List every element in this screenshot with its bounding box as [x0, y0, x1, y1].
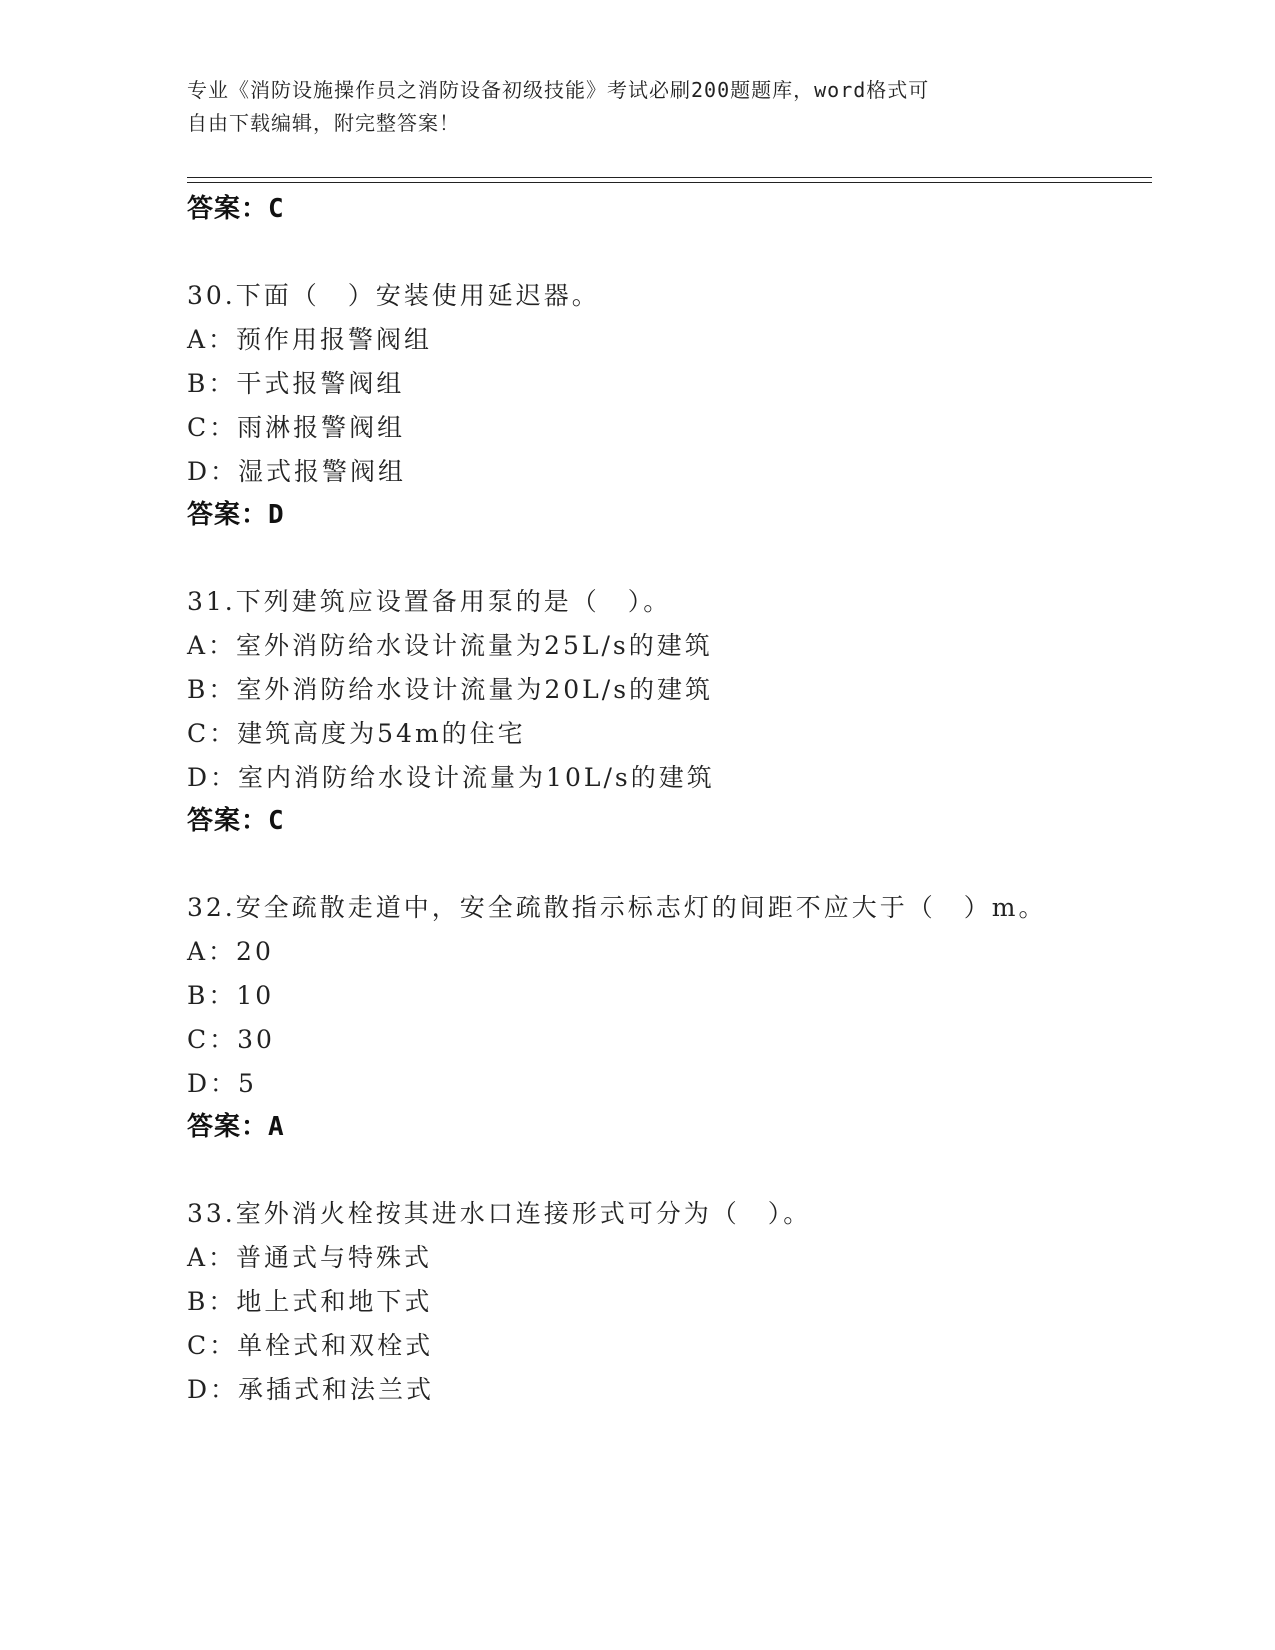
question-option: D：湿式报警阀组	[187, 457, 407, 486]
question-option: A：普通式与特殊式	[187, 1243, 433, 1272]
question-option: C：建筑高度为54m的住宅	[187, 719, 526, 748]
answer-label: 答案：C	[187, 194, 285, 224]
question-stem: 30.下面（ ）安装使用延迟器。	[187, 281, 600, 310]
document-header	[187, 74, 1087, 140]
question-option: A：20	[187, 937, 274, 966]
question-option: C：雨淋报警阀组	[187, 413, 406, 442]
question-option: D：承插式和法兰式	[187, 1375, 435, 1404]
question-option: B：室外消防给水设计流量为20L/s的建筑	[187, 675, 714, 704]
answer-label: 答案：C	[187, 806, 285, 836]
question-option: B：干式报警阀组	[187, 369, 405, 398]
header-line-1: 专业《消防设施操作员之消防设备初级技能》考试必刷200题题库，word格式可	[187, 78, 930, 102]
question-option: D：5	[187, 1069, 257, 1098]
answer-label: 答案：A	[187, 1112, 285, 1142]
header-divider-top	[187, 177, 1152, 178]
question-option: A：室外消防给水设计流量为25L/s的建筑	[187, 631, 713, 660]
question-option: D：室内消防给水设计流量为10L/s的建筑	[187, 763, 715, 792]
question-option: B：地上式和地下式	[187, 1287, 433, 1316]
question-option: C：30	[187, 1025, 275, 1054]
question-option: C：单栓式和双栓式	[187, 1331, 434, 1360]
question-stem: 32.安全疏散走道中，安全疏散指示标志灯的间距不应大于（ ）m。	[187, 893, 1047, 922]
question-option: B：10	[187, 981, 275, 1010]
question-option: A：预作用报警阀组	[187, 325, 433, 354]
question-stem: 31.下列建筑应设置备用泵的是（ ）。	[187, 587, 672, 616]
question-stem: 33.室外消火栓按其进水口连接形式可分为（ ）。	[187, 1199, 812, 1228]
header-divider-bottom	[187, 182, 1152, 183]
answer-label: 答案：D	[187, 500, 285, 530]
header-line-2: 自由下载编辑，附完整答案！	[187, 111, 460, 135]
